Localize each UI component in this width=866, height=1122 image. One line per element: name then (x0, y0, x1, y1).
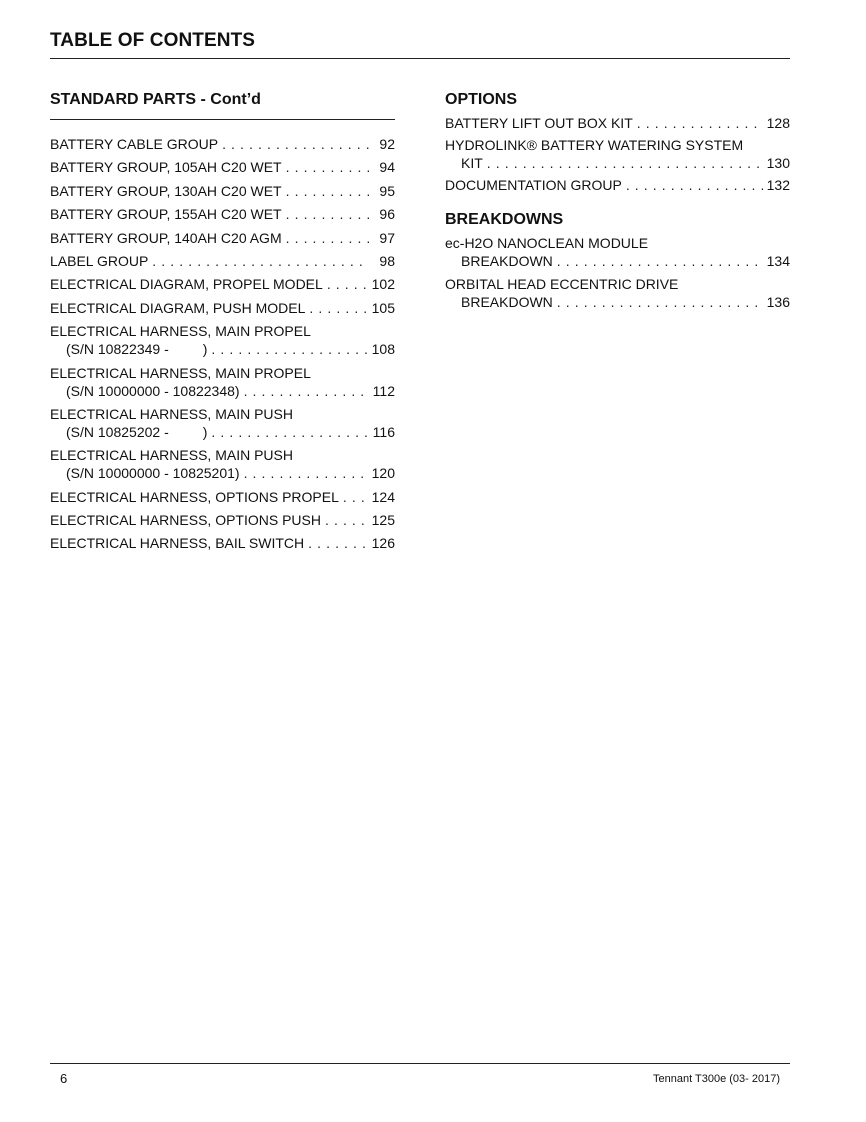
toc-entry-title: ELECTRICAL HARNESS, OPTIONS PROPEL (50, 488, 339, 505)
toc-page-number: 96 (379, 206, 395, 223)
toc-entry-title: BATTERY GROUP, 105AH C20 WET (50, 159, 282, 176)
toc-entry-harness-bail-switch[interactable] (50, 534, 395, 552)
standard-parts-column (50, 90, 395, 558)
dot-leader (222, 135, 369, 153)
toc-entry-serial-range: (S/N 10000000 - 10822348) (66, 382, 240, 399)
toc-page-number: 132 (766, 177, 790, 194)
dot-leader (286, 205, 369, 223)
toc-page-number: 124 (371, 488, 395, 505)
toc-entry-title: ELECTRICAL HARNESS, BAIL SWITCH (50, 535, 305, 552)
toc-entry-title: ELECTRICAL HARNESS, MAIN PROPEL (50, 364, 311, 381)
toc-page-number: 94 (379, 159, 395, 176)
toc-entry-title: BATTERY GROUP, 130AH C20 WET (50, 182, 282, 199)
page-title: TABLE OF CONTENTS (50, 30, 256, 51)
serial-start: (S/N 10825202 - (66, 423, 169, 440)
toc-entry-battery-group-155ah[interactable] (50, 205, 395, 223)
toc-page-number: 120 (371, 465, 395, 482)
dot-leader (286, 158, 369, 176)
toc-page-number: 130 (766, 155, 790, 172)
breakdowns-list (445, 234, 790, 310)
toc-entry-title: ELECTRICAL HARNESS, OPTIONS PUSH (50, 512, 321, 529)
footer-document-id: Tennant T300e (03- 2017) (653, 1073, 780, 1085)
toc-page-number: 125 (371, 512, 395, 529)
toc-entry-serial-range: (S/N 10000000 - 10825201) (66, 465, 240, 482)
toc-entry-battery-group-105ah[interactable] (50, 158, 395, 176)
toc-entry-title: BATTERY LIFT OUT BOX KIT (445, 115, 633, 131)
toc-entry-title: BATTERY CABLE GROUP (50, 136, 219, 152)
options-list (445, 114, 790, 194)
toc-entry-harness-main-push-new[interactable] (50, 405, 395, 441)
toc-entry-label-group[interactable] (50, 252, 395, 270)
toc-page-number: 136 (766, 293, 790, 310)
toc-entry-harness-main-propel-old[interactable] (50, 364, 395, 400)
dot-leader (308, 534, 368, 552)
toc-page-number: 134 (766, 253, 790, 270)
dot-leader (327, 275, 368, 293)
toc-entry-title: ORBITAL HEAD ECCENTRIC DRIVE (445, 275, 679, 292)
toc-page-number: 97 (379, 229, 395, 246)
toc-entry-documentation-group[interactable] (445, 176, 790, 194)
options-breakdowns-column (445, 90, 790, 315)
footer-divider (50, 1063, 790, 1064)
dot-leader (557, 293, 763, 311)
toc-page-number: 102 (371, 276, 395, 293)
toc-page-number: 128 (766, 115, 790, 131)
section-divider (50, 119, 395, 120)
toc-entry-title: ec-H2O NANOCLEAN MODULE (445, 235, 649, 252)
toc-entry-title-cont: BREAKDOWN (461, 253, 553, 270)
toc-page-number: 112 (372, 382, 395, 399)
toc-page-number: 126 (371, 535, 395, 552)
dot-leader (343, 488, 368, 506)
toc-entry-battery-group-140ah-agm[interactable] (50, 229, 395, 247)
toc-entry-title: DOCUMENTATION GROUP (445, 177, 622, 194)
toc-page-number: 98 (379, 252, 395, 269)
toc-entry-serial-range (66, 423, 207, 441)
toc-entry-harness-main-propel-new[interactable] (50, 322, 395, 358)
dot-leader (309, 299, 367, 317)
toc-entry-harness-main-push-old[interactable] (50, 446, 395, 482)
dot-leader (211, 340, 367, 358)
serial-close: ) (202, 423, 208, 440)
toc-entry-title: HYDROLINK® BATTERY WATERING SYSTEM (445, 137, 744, 154)
standard-parts-list (50, 135, 395, 552)
toc-entry-title: ELECTRICAL HARNESS, MAIN PUSH (50, 447, 293, 464)
toc-entry-electrical-diagram-propel[interactable] (50, 275, 395, 293)
options-heading: OPTIONS (445, 91, 518, 108)
toc-page-number: 92 (379, 136, 395, 152)
toc-entry-electrical-diagram-push[interactable] (50, 299, 395, 317)
toc-entry-title: ELECTRICAL DIAGRAM, PUSH MODEL (50, 299, 306, 316)
toc-entry-title: BATTERY GROUP, 140AH C20 AGM (50, 229, 282, 246)
dot-leader (286, 182, 369, 200)
dot-leader (244, 464, 368, 482)
standard-parts-heading: STANDARD PARTS - Cont’d (50, 91, 261, 108)
toc-page-number: 95 (379, 182, 395, 199)
serial-start: (S/N 10822349 - (66, 341, 169, 358)
toc-entry-title-cont: BREAKDOWN (461, 293, 553, 310)
top-divider (50, 58, 790, 59)
toc-entry-harness-options-push[interactable] (50, 511, 395, 529)
toc-entry-battery-cable-group[interactable] (50, 135, 395, 153)
toc-entry-title-cont: KIT (461, 155, 483, 172)
dot-leader (325, 511, 368, 529)
toc-entry-battery-lift-out-box-kit[interactable] (445, 114, 790, 132)
dot-leader (557, 252, 763, 270)
toc-entry-title: ELECTRICAL HARNESS, MAIN PUSH (50, 405, 293, 422)
toc-entry-title: LABEL GROUP (50, 252, 149, 269)
dot-leader (626, 176, 763, 194)
toc-entry-title: ELECTRICAL HARNESS, MAIN PROPEL (50, 323, 311, 340)
dot-leader (487, 154, 763, 172)
serial-close: ) (202, 341, 208, 358)
toc-entry-battery-group-130ah[interactable] (50, 182, 395, 200)
toc-entry-orbital-head-drive-breakdown[interactable] (445, 275, 790, 311)
footer-page-number: 6 (60, 1071, 68, 1086)
dot-leader (244, 382, 369, 400)
toc-entry-serial-range (66, 340, 207, 358)
dot-leader (211, 423, 368, 441)
toc-page-number: 116 (372, 423, 395, 440)
breakdowns-heading: BREAKDOWNS (445, 211, 564, 229)
toc-entry-hydrolink-watering-kit[interactable] (445, 136, 790, 172)
dot-leader (152, 252, 369, 270)
toc-entry-title: BATTERY GROUP, 155AH C20 WET (50, 206, 282, 223)
toc-page-number: 105 (371, 299, 395, 316)
toc-entry-harness-options-propel[interactable] (50, 488, 395, 506)
toc-page-number: 108 (371, 341, 395, 358)
dot-leader (637, 114, 763, 132)
dot-leader (286, 229, 369, 247)
toc-entry-title: ELECTRICAL DIAGRAM, PROPEL MODEL (50, 276, 323, 293)
toc-entry-nanoclean-module-breakdown[interactable] (445, 234, 790, 270)
